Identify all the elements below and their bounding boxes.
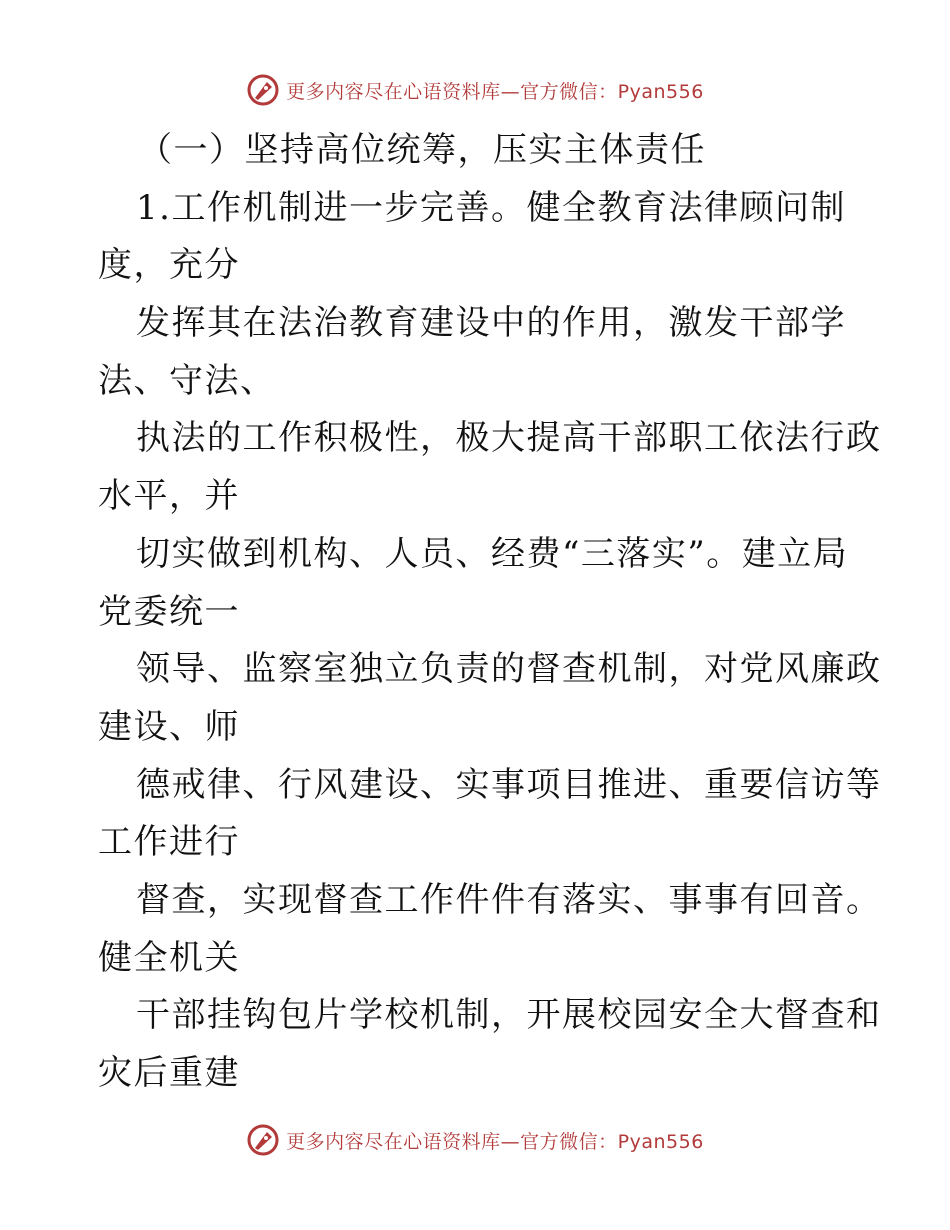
paragraph-line: 灾后重建 <box>98 1053 240 1093</box>
section-heading: （一）坚持高位统筹，压实主体责任 <box>138 130 706 170</box>
paragraph-line: 健全机关 <box>98 937 240 978</box>
paragraph-line: 领导、监察室独立负责的督查机制，对党风廉政 <box>136 649 882 690</box>
paragraph-line: 干部挂钩包片学校机制，开展校园安全大督查和 <box>136 995 882 1036</box>
watermark-text: 更多内容尽在心语资料库—官方微信：Pyan556 <box>286 80 704 103</box>
header-watermark <box>246 73 704 107</box>
paragraph-line: 德戒律、行风建设、实事项目推进、重要信访等 <box>136 764 882 805</box>
footer-watermark-banner <box>0 1120 950 1160</box>
pen-nib-logo-icon <box>246 73 280 107</box>
paragraph-line: 执法的工作积极性，极大提高干部职工依法行政 <box>136 418 882 459</box>
paragraph-line: 党委统一 <box>98 591 240 632</box>
watermark-text: 更多内容尽在心语资料库—官方微信：Pyan556 <box>286 1130 704 1153</box>
paragraph-line: 切实做到机构、人员、经费“三落实”。建立局 <box>136 533 849 574</box>
paragraph-line: 督查，实现督查工作件件有落实、事事有回音。 <box>136 879 882 920</box>
paragraph-line: 工作进行 <box>98 822 240 863</box>
paragraph-line: 1.工作机制进一步完善。健全教育法律顾问制 <box>136 187 846 228</box>
paragraph-line: 发挥其在法治教育建设中的作用，激发干部学 <box>136 303 846 344</box>
header-watermark-banner <box>0 70 950 110</box>
paragraph-line: 建设、师 <box>98 706 240 747</box>
pen-nib-logo-icon <box>246 1123 280 1157</box>
paragraph-line: 度，充分 <box>98 245 240 286</box>
document-body <box>98 122 882 1103</box>
footer-watermark <box>246 1123 704 1157</box>
paragraph-line: 水平，并 <box>98 476 240 517</box>
paragraph-line: 法、守法、 <box>98 360 276 401</box>
